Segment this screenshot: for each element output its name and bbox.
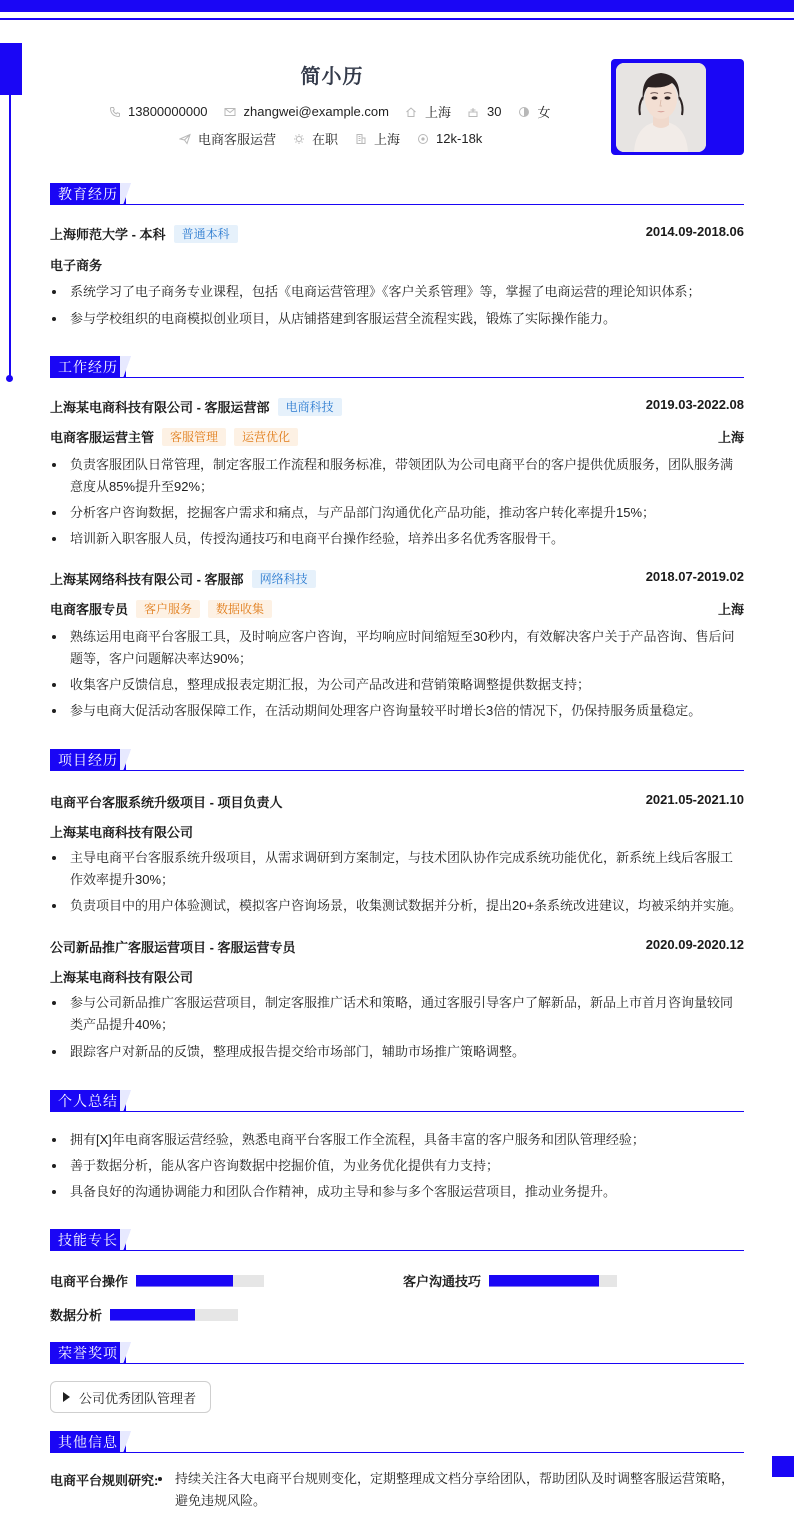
other-section xyxy=(50,1431,744,1453)
list-item: 分析客户咨询数据，挖掘客户需求和痛点，与产品部门沟通优化产品功能，推动客户转化率提升15%； xyxy=(50,502,744,524)
location-item xyxy=(405,102,451,121)
project-company: 上海某电商科技有限公司 xyxy=(50,970,194,985)
major-name: 电子商务 xyxy=(50,258,103,273)
work-city: 上海 xyxy=(717,602,744,617)
section-header xyxy=(50,183,744,205)
top-accent-bar xyxy=(0,0,794,12)
skill-bar-fill xyxy=(136,1275,233,1287)
project-company: 上海某电商科技有限公司 xyxy=(50,825,194,840)
list-item: 系统学习了电子商务专业课程，包括《电商运营管理》《客户关系管理》等，掌握了电商运营的理论知识体系； xyxy=(50,281,744,303)
role-tag: 运营优化 xyxy=(234,428,298,446)
section-divider xyxy=(50,770,744,771)
role-tag: 客服管理 xyxy=(162,428,226,446)
list-item: 善于数据分析，能从客户咨询数据中挖掘价值，为业务优化提供有力支持； xyxy=(50,1155,744,1177)
section-title-tail xyxy=(120,1090,132,1112)
list-item: 拥有[X]年电商客服运营经验，熟悉电商平台客服工作全流程，具备丰富的客户服务和团队管理经验； xyxy=(50,1129,744,1151)
left-accent-line xyxy=(9,95,11,378)
company-name: 上海某电商科技有限公司 - 客服运营部 xyxy=(50,400,270,415)
work-city: 上海 xyxy=(717,430,744,445)
play-icon xyxy=(63,1392,70,1402)
honor-text: 公司优秀团队管理者 xyxy=(79,1390,197,1406)
list-item: 负责项目中的用户体验测试，模拟客户咨询场景，收集测试数据并分析，提出20+条系统改进建议，均被采纳并实施。 xyxy=(50,895,744,917)
role-tag: 数据收集 xyxy=(208,600,272,618)
gender-icon xyxy=(517,105,530,118)
salary-item xyxy=(416,131,482,146)
work-city-text: 上海 xyxy=(374,132,401,147)
skill-item xyxy=(50,1271,264,1290)
project-title: 公司新品推广客服运营项目 - 客服运营专员 xyxy=(50,940,296,955)
gender-item xyxy=(517,102,550,121)
other-text: 持续关注各大电商平台规则变化，定期整理成文档分享给团队，帮助团队及时调整客服运营策略，避免违规风险。 xyxy=(157,1468,744,1512)
phone-icon xyxy=(108,105,121,118)
skill-bar-fill xyxy=(489,1275,599,1287)
status-icon xyxy=(292,132,305,145)
skill-bar-fill xyxy=(110,1309,195,1321)
gender-text: 女 xyxy=(537,105,551,120)
phone-text: 13800000000 xyxy=(128,104,208,119)
list-item: 主导电商平台客服系统升级项目，从需求调研到方案制定，与技术团队协作完成系统功能优化，新系统上线后客服工作效率提升30%； xyxy=(50,847,744,891)
skill-bar-track xyxy=(136,1275,264,1287)
skill-name: 客户沟通技巧 xyxy=(403,1274,482,1289)
section-header xyxy=(50,749,744,771)
skill-bar-track xyxy=(489,1275,617,1287)
list-item: 参与电商大促活动客服保障工作，在活动期间处理客户咨询量较平时增长3倍的情况下，仍保持服务质量稳定。 xyxy=(50,700,744,722)
phone-item xyxy=(108,104,208,119)
list-item: 负责客服团队日常管理，制定客服工作流程和服务标准，带领团队为公司电商平台的客户提供优质服务，团队服务满意度从85%提升至92%； xyxy=(50,454,744,498)
summary-section xyxy=(50,1090,744,1199)
job-target-text: 电商客服运营 xyxy=(198,132,277,147)
other-label: 电商平台规则研究: xyxy=(50,1473,159,1488)
email-text: zhangwei@example.com xyxy=(243,104,389,119)
work-city-item xyxy=(354,129,400,148)
section-title-tail xyxy=(120,356,132,378)
salary-text: 12k-18k xyxy=(436,131,483,146)
honors-section xyxy=(50,1342,744,1364)
top-accent-line xyxy=(0,18,794,20)
building-icon xyxy=(354,132,367,145)
skills-section xyxy=(50,1229,744,1251)
list-item: 培训新入职客服人员，传授沟通技巧和电商平台操作经验，培养出多名优秀客服骨干。 xyxy=(50,528,744,550)
section-divider xyxy=(50,1363,744,1364)
section-divider xyxy=(50,1250,744,1251)
project-date: 2021.05-2021.10 xyxy=(645,792,744,807)
section-title-tail xyxy=(120,1229,132,1251)
section-header xyxy=(50,1229,744,1251)
section-header xyxy=(50,1431,744,1453)
education-date: 2014.09-2018.06 xyxy=(645,224,744,239)
contact-row-1 xyxy=(108,102,566,121)
right-accent-block xyxy=(772,1456,794,1477)
location-text: 上海 xyxy=(424,105,451,120)
skill-item xyxy=(50,1305,238,1324)
job-status-item xyxy=(292,129,338,148)
job-target-item xyxy=(178,129,276,148)
skill-name: 电商平台操作 xyxy=(50,1274,129,1289)
industry-tag: 网络科技 xyxy=(252,570,316,588)
project-title: 电商平台客服系统升级项目 - 项目负责人 xyxy=(50,795,283,810)
skill-name: 数据分析 xyxy=(50,1308,103,1323)
job-status-text: 在职 xyxy=(312,132,339,147)
age-text: 30 xyxy=(486,104,502,119)
section-title: 荣誉奖项 xyxy=(50,1342,126,1364)
section-header xyxy=(50,1342,744,1364)
section-divider xyxy=(50,204,744,205)
work-date: 2019.03-2022.08 xyxy=(645,397,744,412)
section-header xyxy=(50,356,744,378)
age-item xyxy=(467,104,501,119)
skill-bar-track xyxy=(110,1309,238,1321)
section-title-tail xyxy=(120,1342,132,1364)
left-accent-dot xyxy=(6,375,13,382)
section-title: 项目经历 xyxy=(50,749,126,771)
profile-photo xyxy=(616,63,706,152)
section-title: 技能专长 xyxy=(50,1229,126,1251)
project-date: 2020.09-2020.12 xyxy=(645,937,744,952)
section-title: 其他信息 xyxy=(50,1431,126,1453)
section-divider xyxy=(50,1111,744,1112)
honor-chip xyxy=(50,1381,211,1413)
left-accent-block xyxy=(0,43,22,95)
send-icon xyxy=(178,132,191,145)
projects-section xyxy=(50,749,744,1059)
list-item: 参与公司新品推广客服运营项目，制定客服推广话术和策略，通过客服引导客户了解新品，新品上市首月咨询量较同类产品提升40%； xyxy=(50,992,744,1036)
email-item xyxy=(224,104,389,119)
list-item: 熟练运用电商平台客服工具，及时响应客户咨询，平均响应时间缩短至30秒内，有效解决客户关于产品咨询、售后问题等，客户问题解决率达90%； xyxy=(50,626,744,670)
section-title: 个人总结 xyxy=(50,1090,126,1112)
mail-icon xyxy=(224,105,237,118)
section-divider xyxy=(50,377,744,378)
section-title: 工作经历 xyxy=(50,356,126,378)
role-name: 电商客服专员 xyxy=(50,602,129,617)
cake-icon xyxy=(467,105,480,118)
work-date: 2018.07-2019.02 xyxy=(645,569,744,584)
section-divider xyxy=(50,1452,744,1453)
list-item: 跟踪客户对新品的反馈，整理成报告提交给市场部门，辅助市场推广策略调整。 xyxy=(50,1041,744,1063)
company-name: 上海某网络科技有限公司 - 客服部 xyxy=(50,572,244,587)
section-title-tail xyxy=(120,1431,132,1453)
list-item: 收集客户反馈信息，整理成报表定期汇报，为公司产品改进和营销策略调整提供数据支持； xyxy=(50,674,744,696)
education-section xyxy=(50,183,744,326)
school-name: 上海师范大学 - 本科 xyxy=(50,227,166,242)
section-title: 教育经历 xyxy=(50,183,126,205)
section-title-tail xyxy=(120,183,132,205)
role-name: 电商客服运营主管 xyxy=(50,430,155,445)
resume-name: 简小历 xyxy=(300,66,364,88)
list-item: 参与学校组织的电商模拟创业项目，从店铺搭建到客服运营全流程实践，锻炼了实际操作能力。 xyxy=(50,308,744,330)
work-section xyxy=(50,356,744,718)
skill-item xyxy=(403,1271,617,1290)
list-item: 具备良好的沟通协调能力和团队合作精神，成功主导和参与多个客服运营项目，推动业务提升。 xyxy=(50,1181,744,1203)
degree-tag: 普通本科 xyxy=(174,225,238,243)
contact-row-2 xyxy=(178,129,498,148)
salary-icon xyxy=(416,132,429,145)
section-header xyxy=(50,1090,744,1112)
section-title-tail xyxy=(120,749,132,771)
role-tag: 客户服务 xyxy=(136,600,200,618)
industry-tag: 电商科技 xyxy=(278,398,342,416)
home-icon xyxy=(405,105,418,118)
